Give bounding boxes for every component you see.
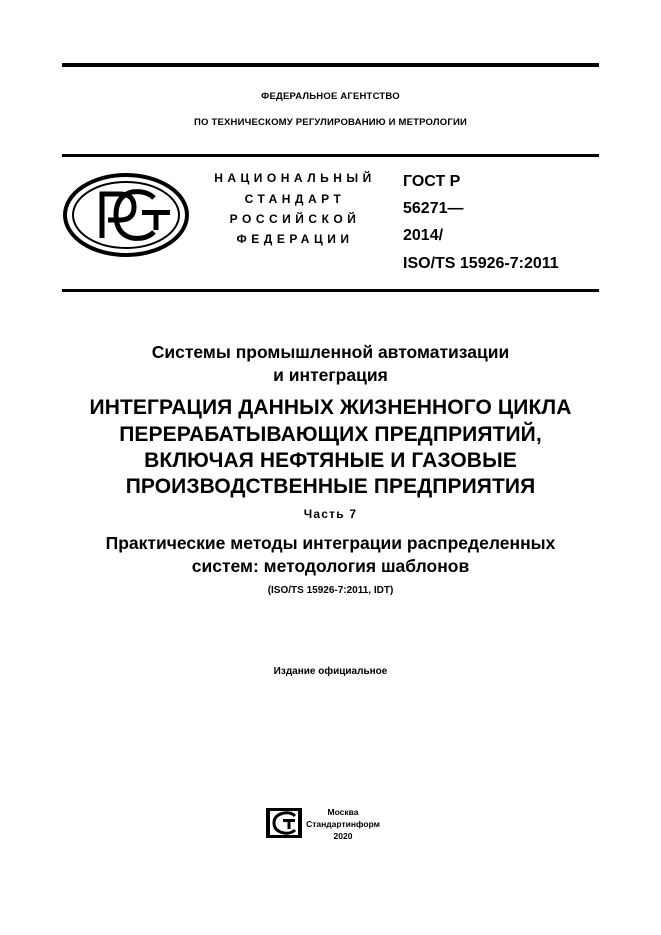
subtitle-line-1: Практические методы интеграции распределенных — [105, 533, 556, 553]
publisher-name: Стандартинформ — [306, 819, 380, 829]
agency-line-1: ФЕДЕРАЛЬНОЕ АГЕНТСТВО — [261, 91, 400, 102]
main-title-line-1: ИНТЕГРАЦИЯ ДАННЫХ ЖИЗНЕННОГО ЦИКЛА — [89, 396, 572, 419]
standartinform-logo — [265, 807, 303, 839]
national-standard-line-2: СТАНДАРТ — [244, 192, 346, 206]
designation-line-1: ГОСТ Р — [403, 173, 461, 190]
agency-line-2: ПО ТЕХНИЧЕСКОМУ РЕГУЛИРОВАНИЮ И МЕТРОЛОГИИ — [194, 117, 467, 128]
series-title-line-1: Системы промышленной автоматизации — [151, 342, 510, 362]
series-title-line-2: и интеграция — [273, 365, 388, 385]
part-label: Часть 7 — [303, 507, 358, 521]
rst-logo — [62, 172, 190, 258]
main-title-line-4: ПРОИЗВОДСТВЕННЫЕ ПРЕДПРИЯТИЯ — [125, 475, 536, 498]
designation-line-4: ISO/TS 15926-7:2011 — [403, 255, 559, 272]
top-rule — [62, 63, 599, 67]
main-title-line-3: ВКЛЮЧАЯ НЕФТЯНЫЕ И ГАЗОВЫЕ — [144, 449, 517, 472]
edition-label: Издание официальное — [273, 666, 388, 677]
designation-line-3: 2014/ — [403, 227, 444, 244]
block-rule — [62, 289, 599, 292]
national-standard-line-4: ФЕДЕРАЦИИ — [236, 232, 354, 246]
national-standard-line-1: НАЦИОНАЛЬНЫЙ — [214, 171, 376, 185]
main-title-line-2: ПЕРЕРАБАТЫВАЮЩИХ ПРЕДПРИЯТИЙ, — [119, 423, 542, 446]
subtitle-line-2: систем: методология шаблонов — [191, 556, 470, 576]
designation-line-2: 56271— — [403, 200, 464, 217]
identity-note: (ISO/TS 15926-7:2011, IDT) — [267, 585, 394, 596]
header-rule — [62, 154, 599, 157]
national-standard-line-3: РОССИЙСКОЙ — [229, 212, 361, 226]
publisher-city: Москва — [327, 807, 359, 817]
publisher-year: 2020 — [333, 831, 353, 841]
